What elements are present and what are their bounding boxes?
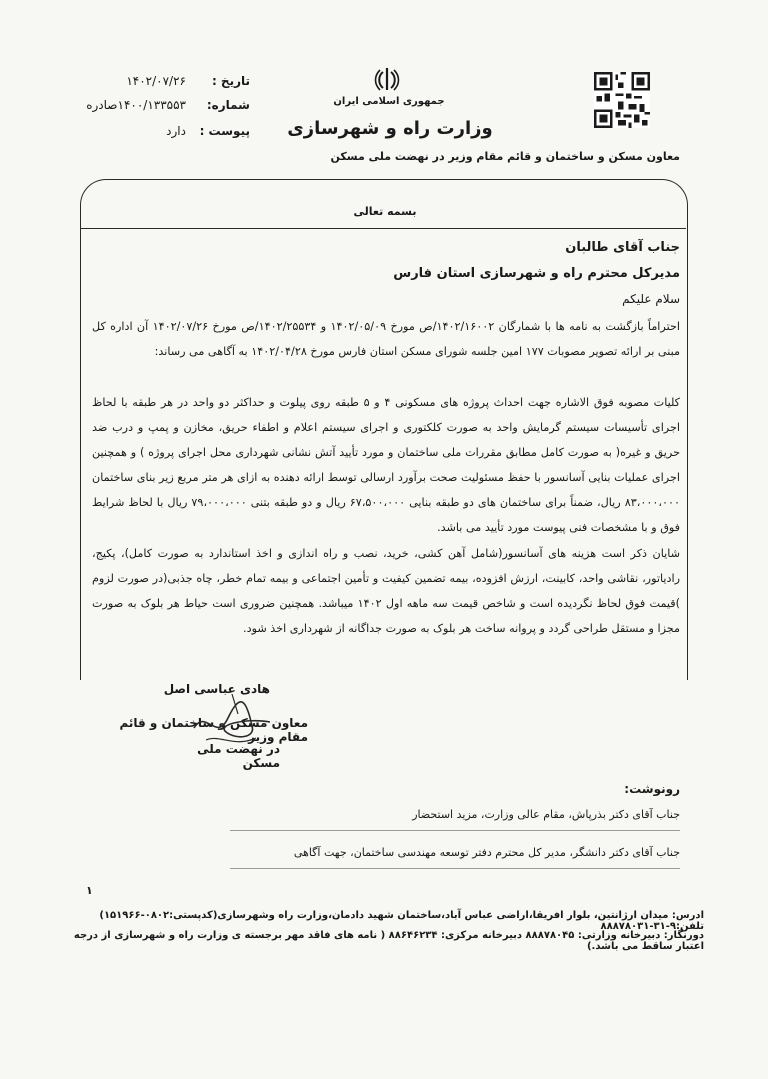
signatory-name: هادی عباسی اصل [163, 682, 270, 696]
attachment-label: پیوست : [199, 124, 250, 138]
greeting: سلام علیکم [622, 292, 680, 306]
deputy-office-title: معاون مسکن و ساختمان و قائم مقام وزیر در نهضت ملی مسکن [330, 150, 680, 163]
number-row [50, 98, 250, 112]
attachment-row [70, 124, 250, 138]
number-value: ۱۴۰۰/۱۳۳۵۵۳صادره [86, 98, 186, 112]
footer-note: دورنگار: دبیرخانه وزارتی: ۸۸۸۷۸۰۴۵ دبیرخانه مرکزی: ۸۸۶۴۶۲۳۴ ( نامه های فاقد مهر برجسته ی وزارت راه و شهرسازی از درجه اعتبار ساقط می باشد.) [73, 930, 704, 952]
paragraph-intro: احتراماً بازگشت به نامه ها با شمارگان ۱۴۰۲/۱۶۰۰۲/ص مورخ ۱۴۰۲/۰۵/۰۹ و ۱۴۰۲/۲۵۵۳۴/ص مورخ ۱۴۰۲/۰۷/۲۶ آن اداره کل مبنی بر ارائه تصویر مصوبات ۱۷۷ امین جلسه شورای مسکن استان فارس مورخ ۱۴۰۲/۰۴/۲۸ به آگاهی می رساند: [92, 320, 680, 358]
date-row [70, 74, 250, 88]
paragraph-approval: کلیات مصوبه فوق الاشاره جهت احداث پروژه های مسکونی ۴ و ۵ طبقه روی پیلوت و حداکثر دو واحد در هر طبقه با لحاظ اجرای تأسیسات سیستم گرمایش واحد به صورت کلکتوری و اجرای سیستم اعلام و اطفاء حریق، مخازن و پمپ و درب ضد حریق و غیره( به صورت کامل مطابق مقررات ملی ساختمان و مورد تأیید آتش نشانی شهرداری محل اجرای پروژه ) و همچنین اجرای عملیات بنایی آسانسور با حفظ مسئولیت صحت برآورد ارسالی توسط ارائه دهنده به ازای هر متر مربع زیر بنای ساختمان ۸۳،۰۰۰،۰۰۰ ریال، ضمناً برای ساختمان های دو طبقه بنایی ۶۷،۵۰۰،۰۰۰ ریال و دو طبقه بتنی ۷۹،۰۰۰،۰۰۰ ریال با لحاظ شرایط فوق و با مشخصات فنی پیوست مورد تأیید می باشد. [92, 396, 681, 534]
signatory-title-line1: معاون مسکن و ساختمان و قائم مقام وزیر [119, 716, 308, 744]
cc-divider-1 [230, 830, 680, 831]
recipient-name: جناب آقای طالبان [565, 240, 680, 255]
date-value: ۱۴۰۲/۰۷/۲۶ [126, 74, 186, 88]
page-number: ۱ [86, 884, 93, 897]
cc-divider-2 [230, 868, 680, 869]
handwritten-signature-icon [186, 688, 276, 758]
footer-address: ادرس: میدان ارژانتین، بلوار افریقا،اراضی عباس آباد،ساختمان شهید دادمان،وزارت راه وشهرسازی(کدپستی:۰۸۰۲-۱۵۱۹۶۶) تلفن:۹-۳۱-۸۸۸۷۸۰۳۱ [99, 910, 704, 932]
iran-emblem-icon [372, 64, 402, 94]
recipient-title: مدیرکل محترم راه و شهرسازی استان فارس [393, 266, 680, 281]
bismillah: بسمه تعالی [353, 205, 417, 218]
signatory-title-line2: در نهضت ملی مسکن [197, 742, 280, 770]
number-label: شماره: [206, 98, 250, 112]
ministry-title: وزارت راه و شهرسازی [287, 118, 493, 139]
qr-code-icon [594, 70, 650, 130]
republic-title: جمهوری اسلامی ایران [333, 96, 445, 107]
date-label: تاریخ : [211, 74, 250, 88]
paragraph-notes: شایان ذکر است هزینه های آسانسور(شامل آهن کشی، خرید، نصب و راه اندازی و اخذ استاندارد به صورت کامل)، پکیج، رادیاتور، نقاشی واحد، کابینت، ارزش افزوده، بیمه تضمین کیفیت و تأمین اجتماعی و بیمه تمام خطر، چاه جذبی(در صورت لزوم )قیمت فوق لحاظ نگردیده است و شاخص قیمت سه ماهه اول ۱۴۰۲ میباشد. همچنین ضروری است حیاط هر بلوک به صورت مجزا و مستقل طراحی گردد و پروانه ساخت هر بلوک به صورت جداگانه از شهرداری اخذ شود. [92, 547, 680, 635]
cc-item-1: جناب آقای دکتر بذرپاش، مقام عالی وزارت، مزید استحضار [412, 808, 680, 821]
cc-heading: رونوشت: [624, 782, 680, 796]
attachment-value: دارد [166, 124, 186, 138]
cc-item-2: جناب آقای دکتر دانشگر، مدیر کل محترم دفتر توسعه مهندسی ساختمان، جهت آگاهی [293, 846, 680, 859]
header-divider [80, 228, 686, 229]
